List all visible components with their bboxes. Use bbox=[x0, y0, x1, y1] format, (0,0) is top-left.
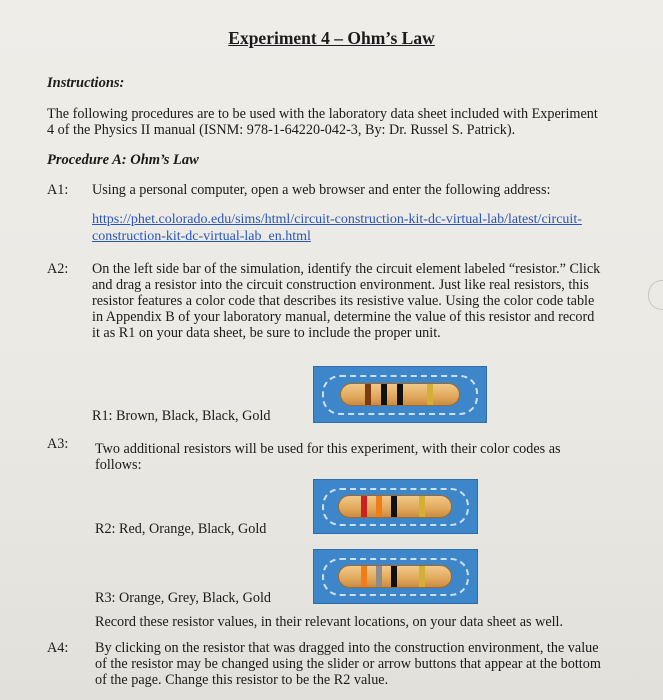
step-a4-line-1: By clicking on the resistor that was dragged into the construction environment, the value bbox=[95, 640, 599, 656]
resistor-r3-label: R3: Orange, Grey, Black, Gold bbox=[95, 590, 271, 606]
resistor-r3-band-4 bbox=[419, 566, 425, 587]
step-a3-label: A3: bbox=[47, 436, 69, 452]
step-a2-line-2: and drag a resistor into the circuit construction environment. Just like real resistors, this bbox=[92, 277, 589, 293]
phet-url-link-line-1[interactable]: https://phet.colorado.edu/sims/html/circuit-construction-kit-dc-virtual-lab/latest/circuit- bbox=[92, 212, 582, 227]
resistor-r2-band-4 bbox=[419, 496, 425, 517]
resistor-r1-band-4 bbox=[427, 384, 433, 405]
resistor-r1-image bbox=[313, 366, 487, 423]
instructions-heading: Instructions: bbox=[47, 75, 125, 91]
resistor-r2-band-2 bbox=[376, 496, 382, 517]
resistor-r1-band-3 bbox=[397, 384, 403, 405]
resistor-r2-label: R2: Red, Orange, Black, Gold bbox=[95, 521, 267, 537]
resistor-r3-band-1 bbox=[361, 566, 367, 587]
resistor-r2-image bbox=[313, 479, 478, 534]
step-a4-line-3: of the page. Change this resistor to be the R2 value. bbox=[95, 672, 389, 688]
step-a2-line-3: resistor features a color code that describes its resistive value. Using the color code table bbox=[92, 293, 595, 309]
resistor-r2-body bbox=[338, 495, 452, 518]
phet-url-link-line-2[interactable]: construction-kit-dc-virtual-lab_en.html bbox=[92, 229, 311, 244]
step-a1-label: A1: bbox=[47, 182, 69, 198]
step-a3-line-1: Two additional resistors will be used for this experiment, with their color codes as bbox=[95, 441, 561, 457]
resistor-r3-band-3 bbox=[391, 566, 397, 587]
step-a3-line-2: follows: bbox=[95, 457, 142, 473]
resistor-r3-body bbox=[338, 565, 452, 588]
resistor-r1-label: R1: Brown, Black, Black, Gold bbox=[92, 408, 271, 424]
record-values-line: Record these resistor values, in their relevant locations, on your data sheet as well. bbox=[95, 614, 564, 630]
step-a4-label: A4: bbox=[47, 640, 69, 656]
resistor-r1-band-2 bbox=[381, 384, 387, 405]
step-a4-line-2: of the resistor may be changed using the slider or arrow buttons that appear at the bottom bbox=[95, 656, 601, 672]
step-a2-label: A2: bbox=[47, 261, 69, 277]
step-a2-line-4: in Appendix B of your laboratory manual, determine the value of this resistor and record bbox=[92, 309, 595, 325]
page-edge-mark bbox=[648, 280, 663, 310]
resistor-r3-band-2 bbox=[376, 566, 382, 587]
resistor-r1-body bbox=[340, 383, 460, 406]
step-a1-text: Using a personal computer, open a web browser and enter the following address: bbox=[92, 182, 551, 198]
page-title: Experiment 4 – Ohm’s Law bbox=[228, 28, 435, 48]
intro-line-2: 4 of the Physics II manual (ISNM: 978-1-64220-042-3, By: Dr. Russel S. Patrick). bbox=[47, 122, 516, 138]
step-a2-line-5: it as R1 on your data sheet, be sure to include the proper unit. bbox=[92, 325, 441, 341]
step-a2-line-1: On the left side bar of the simulation, identify the circuit element labeled “resistor.” Click bbox=[92, 261, 601, 277]
procedure-heading: Procedure A: Ohm’s Law bbox=[47, 152, 199, 168]
intro-line-1: The following procedures are to be used with the laboratory data sheet included with Experiment bbox=[47, 106, 598, 122]
resistor-r2-band-1 bbox=[361, 496, 367, 517]
resistor-r2-band-3 bbox=[391, 496, 397, 517]
resistor-r1-band-1 bbox=[365, 384, 371, 405]
resistor-r3-image bbox=[313, 549, 478, 604]
